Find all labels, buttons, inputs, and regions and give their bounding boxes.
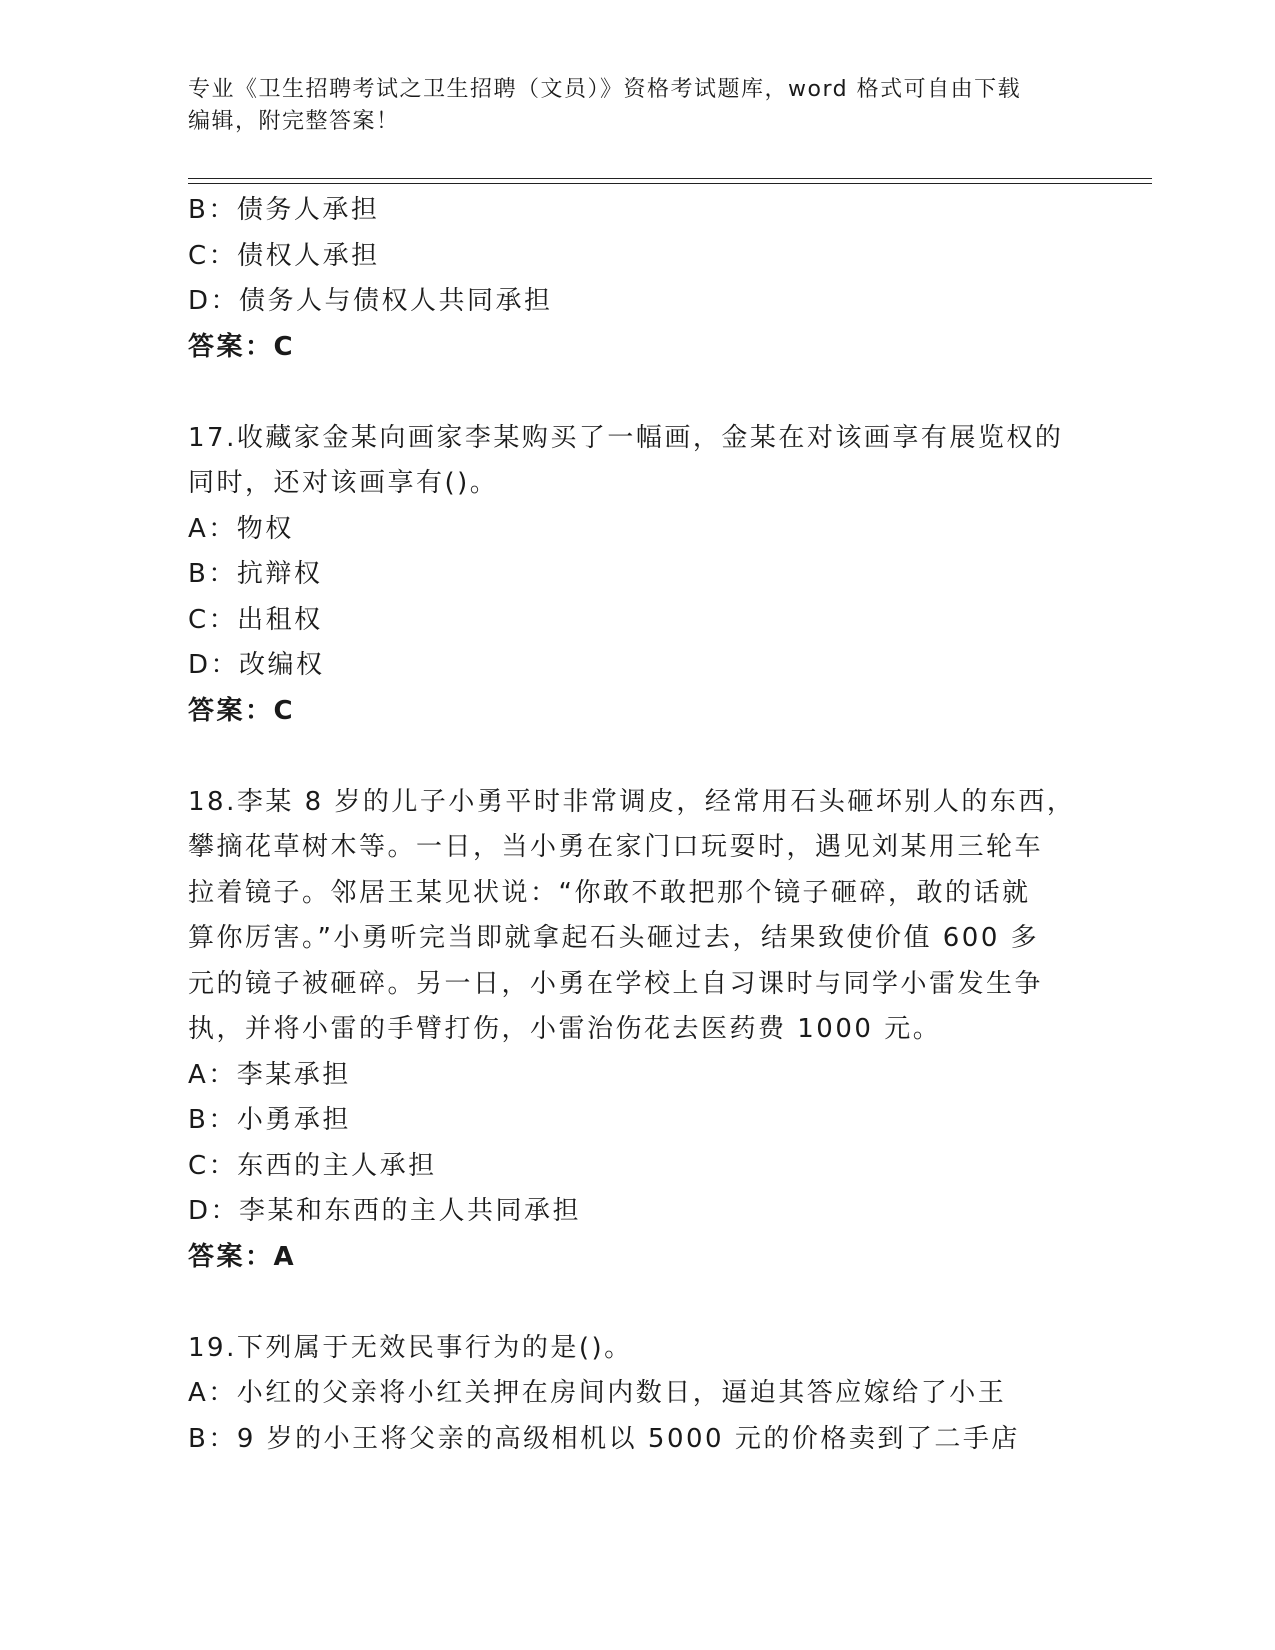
option-d: D：改编权 <box>188 650 325 680</box>
option-c: C：出租权 <box>188 604 323 635</box>
header-line-2: 编辑，附完整答案！ <box>188 109 400 134</box>
answer: 答案：C <box>188 331 296 362</box>
option-a: A：物权 <box>188 513 294 544</box>
question-stem-line: 攀摘花草树木等。一日，当小勇在家门口玩耍时，遇见刘某用三轮车 <box>188 832 1044 862</box>
document-body <box>188 188 1088 1462</box>
option-b: B：9 岁的小王将父亲的高级相机以 5000 元的价格卖到了二手店 <box>188 1423 1020 1454</box>
spacer <box>188 734 1088 780</box>
option-c: C：东西的主人承担 <box>188 1150 437 1181</box>
question-stem-line: 执，并将小雷的手臂打伤，小雷治伤花去医药费 1000 元。 <box>188 1014 942 1044</box>
question-stem-line: 17.收藏家金某向画家李某购买了一幅画，金某在对该画享有展览权的 <box>188 422 1064 453</box>
question-18 <box>188 780 1088 1281</box>
option-b: B：抗辩权 <box>188 559 323 589</box>
spacer <box>188 1280 1088 1326</box>
question-stem-line: 算你厉害。”小勇听完当即就拿起石头砸过去，结果致使价值 600 多 <box>188 923 1040 953</box>
spacer <box>188 370 1088 416</box>
option-b: B：小勇承担 <box>188 1105 351 1135</box>
question-stem-line: 19.下列属于无效民事行为的是()。 <box>188 1332 633 1363</box>
header-rule-bottom <box>188 183 1152 184</box>
answer: 答案：A <box>188 1241 297 1272</box>
question-17 <box>188 416 1088 735</box>
question-16-tail <box>188 188 1088 370</box>
option-d: D：李某和东西的主人共同承担 <box>188 1196 582 1226</box>
header-rule-top <box>188 178 1152 179</box>
header-line-1: 专业《卫生招聘考试之卫生招聘（文员）》资格考试题库，word 格式可自由下载 <box>188 77 1022 102</box>
question-19 <box>188 1326 1088 1463</box>
option-d: D：债务人与债权人共同承担 <box>188 286 553 316</box>
option-a: A：小红的父亲将小红关押在房间内数日，逼迫其答应嫁给了小王 <box>188 1378 1007 1408</box>
option-c: C：债权人承担 <box>188 240 380 271</box>
option-b: B：债务人承担 <box>188 195 380 225</box>
question-stem-line: 同时，还对该画享有()。 <box>188 468 499 498</box>
answer: 答案：C <box>188 695 296 726</box>
question-stem-line: 元的镜子被砸碎。另一日，小勇在学校上自习课时与同学小雷发生争 <box>188 968 1044 999</box>
option-a: A：李某承担 <box>188 1059 351 1090</box>
document-header <box>188 74 1088 138</box>
question-stem-line: 拉着镜子。邻居王某见状说：“你敢不敢把那个镜子砸碎，敢的话就 <box>188 877 1031 908</box>
question-stem-line: 18.李某 8 岁的儿子小勇平时非常调皮，经常用石头砸坏别人的东西， <box>188 786 1076 817</box>
